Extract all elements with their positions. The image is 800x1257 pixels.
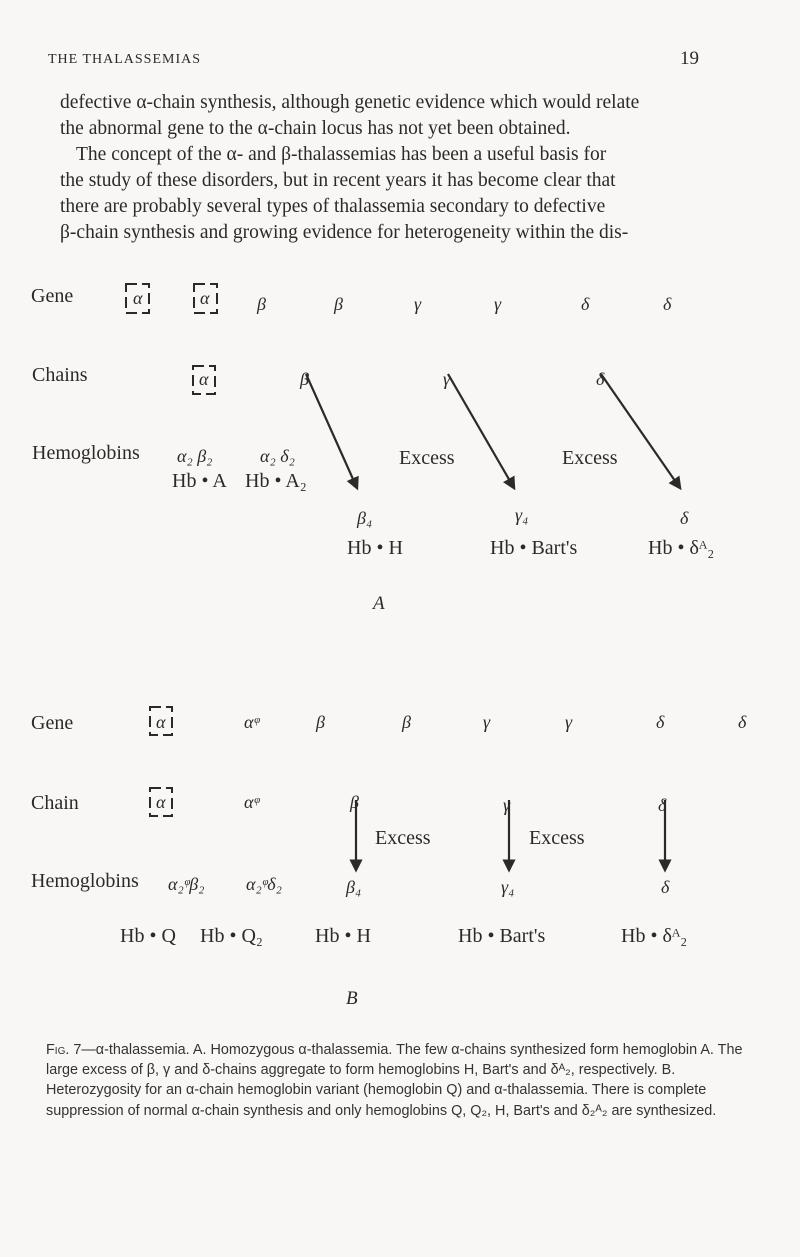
chain-symbol: α [156,792,166,812]
gene-symbol: δ [663,294,672,314]
gene-symbol: δ [656,712,665,732]
gene-symbol: γ [494,294,502,314]
panel-letter-b: B [346,988,358,1009]
hb-name: Hb • A [172,470,227,492]
caption-text: —α-thalassemia. A. Homozygous α-thalassemia. The few α-chains synthesized form hemoglobin A. The large excess of β, γ and δ-chains aggregate to form hemoglobins H, Bart's and δᴬ₂, respectively. B. Heterozygosity for an α-chain hemoglobin variant (hemoglobin Q) and α-thalassemia. There is complete suppression of normal α-chain synthesis and only hemoglobins Q, Q₂, H, Bart's and δ₂ᴬ₂ are synthesized. [46,1042,743,1119]
gene-symbol: γ [483,712,491,732]
hb-name: Hb • Q [120,925,176,947]
hb-name: Hb • δᴬ₂ [621,925,688,947]
gene-symbol: α [156,712,166,732]
gene-symbol: γ [565,712,573,732]
gene-symbol: β [257,294,266,314]
chain-symbol: α [199,369,209,389]
gene-symbol: γ [414,294,422,314]
row-label-chains: Chains [32,364,88,386]
panel-letter-a: A [373,593,385,614]
arrow [306,374,357,488]
excess-label: Excess [562,447,618,469]
excess-label: Excess [375,827,431,849]
figure-caption [46,1040,746,1121]
gene-symbol: α [200,288,210,308]
hb-formula: α₂ δ₂ [260,446,295,466]
hb-formula: α₂ β₂ [177,446,213,466]
running-title: THE THALASSEMIAS [48,52,202,67]
hb-formula: α₂ᵠβ₂ [168,874,205,894]
chain-symbol: β [350,792,359,812]
body-line: the abnormal gene to the α-chain locus has not yet been obtained. [60,118,571,139]
excess-label: Excess [399,447,455,469]
body-line: β-chain synthesis and growing evidence for heterogeneity within the dis- [60,222,629,243]
tetramer: γ₄ [515,505,529,525]
hb-name: Hb • Bart's [490,537,578,559]
hb-name: Hb • H [315,925,371,947]
gene-symbol: β [402,712,411,732]
chain-symbol: δ [596,369,605,389]
arrow [601,374,680,488]
hb-name: Hb • Q₂ [200,925,263,947]
hb-name: Hb • A₂ [245,470,307,492]
row-label-chain: Chain [31,792,79,814]
gene-symbol: α [133,288,143,308]
gene-symbol: β [334,294,343,314]
chain-symbol: γ [503,795,511,815]
row-label-gene: Gene [31,712,74,734]
tetramer: β₄ [357,508,373,528]
gene-symbol: αᵠ [244,712,259,732]
body-line: defective α-chain synthesis, although genetic evidence which would relate [60,92,640,113]
body-line: the study of these disorders, but in recent years it has become clear that [60,170,616,191]
row-label-gene: Gene [31,285,74,307]
tetramer: β₄ [346,877,362,897]
tetramer: δ [661,877,670,897]
row-label-hemoglobins: Hemoglobins [32,442,140,464]
excess-label: Excess [529,827,585,849]
body-line: The concept of the α- and β-thalassemias has been a useful basis for [76,144,607,165]
hb-name: Hb • δᴬ₂ [648,537,715,559]
gene-symbol: δ [738,712,747,732]
chain-symbol: β [300,369,309,389]
hb-formula: α₂ᵠδ₂ [246,874,282,894]
chain-symbol: αᵠ [244,792,259,812]
hb-name: Hb • Bart's [458,925,546,947]
figure-label: Fig. 7 [46,1042,82,1058]
gene-symbol: β [316,712,325,732]
arrow [448,374,514,488]
tetramer: γ₄ [501,877,515,897]
tetramer: δ [680,508,689,528]
chain-symbol: γ [443,369,451,389]
hb-name: Hb • H [347,537,403,559]
page-number: 19 [680,48,699,69]
chain-symbol: δ [658,795,667,815]
body-line: there are probably several types of thalassemia secondary to defective [60,196,606,217]
row-label-hemoglobins: Hemoglobins [31,870,139,892]
gene-symbol: δ [581,294,590,314]
